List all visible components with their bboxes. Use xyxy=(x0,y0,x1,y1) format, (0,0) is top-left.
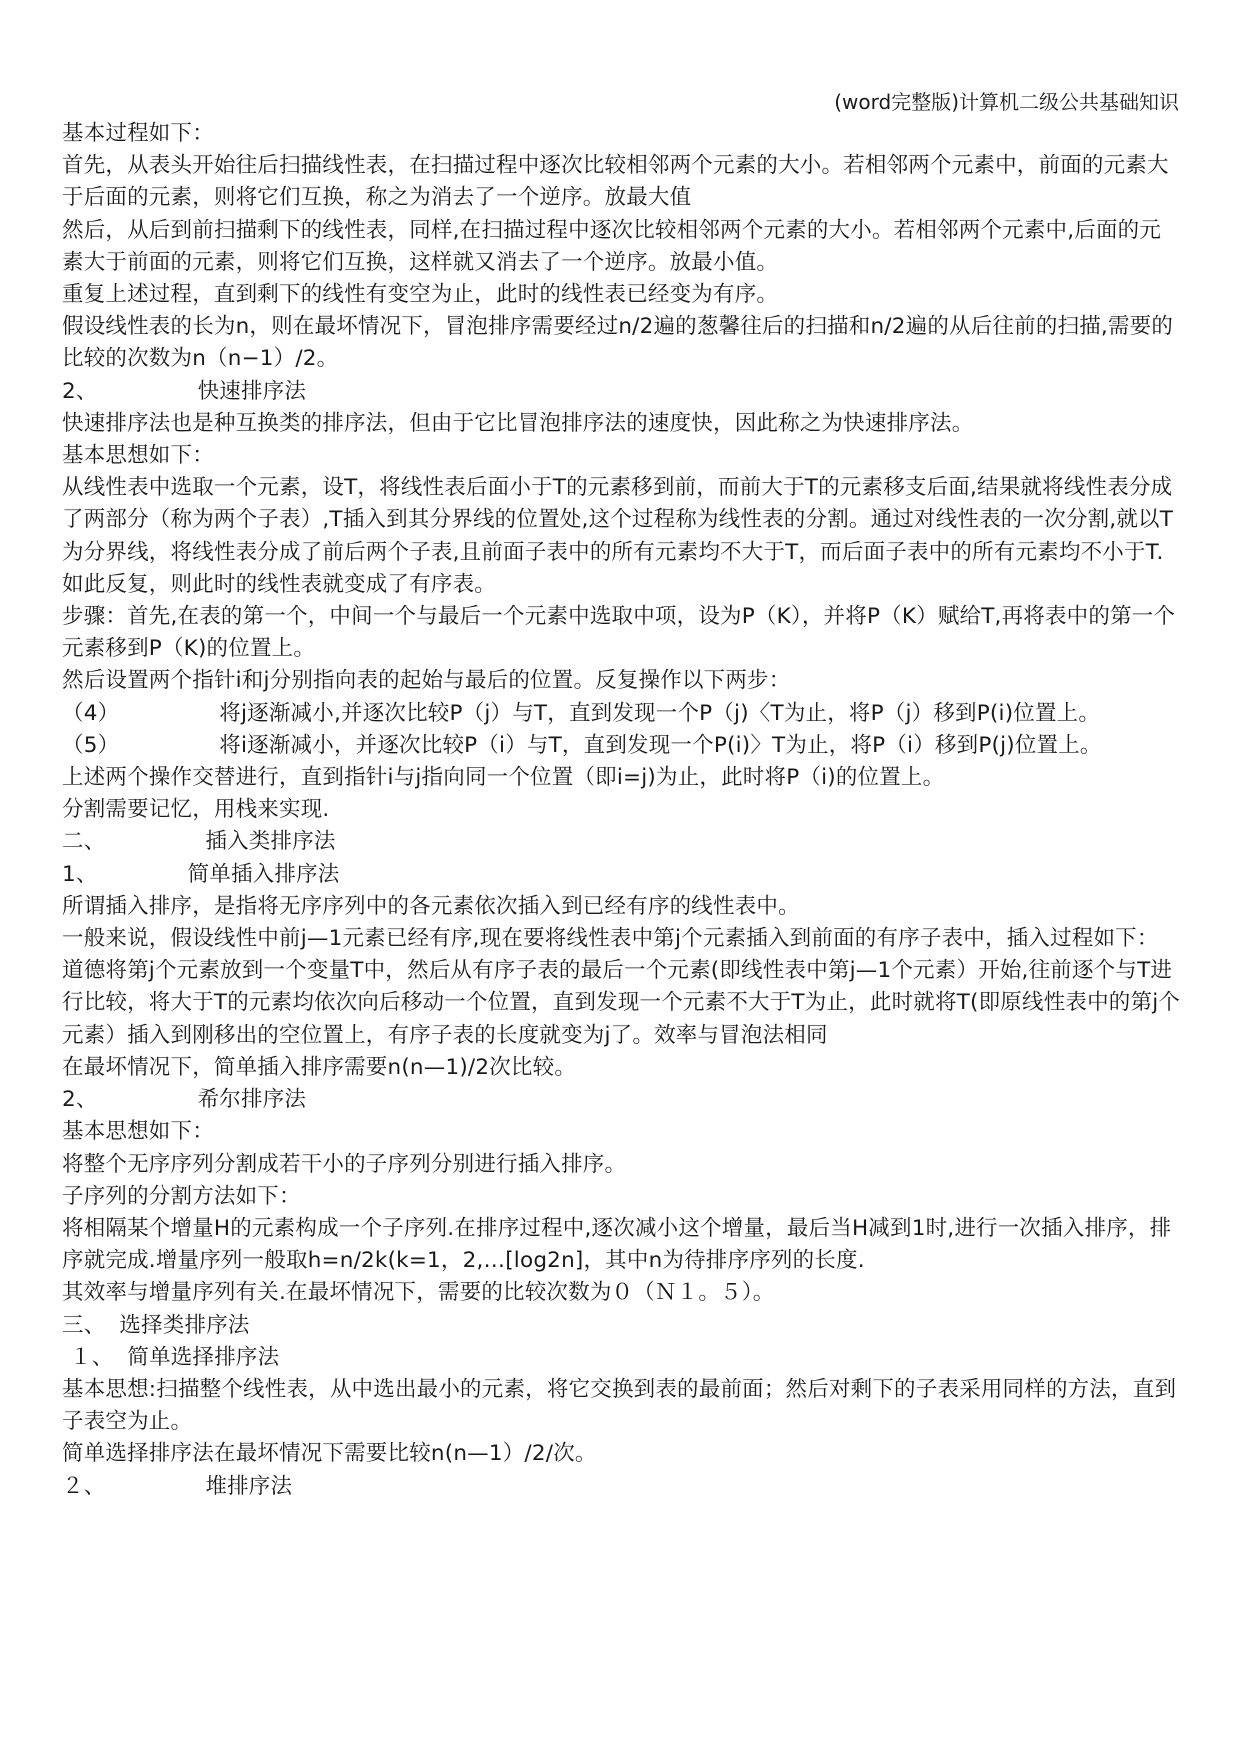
paragraph: 基本思想:扫描整个线性表，从中选出最小的元素，将它交换到表的最前面；然后对剩下的子表采用同样的方法，直到子表空为止。 xyxy=(62,1376,1177,1435)
section-heading xyxy=(62,1342,1182,1374)
paragraph: 基本思想如下： xyxy=(62,443,214,469)
section-heading xyxy=(62,376,1182,408)
paragraph: 基本过程如下： xyxy=(62,121,214,146)
step-number: （5） xyxy=(62,732,120,758)
paragraph: 重复上述过程，直到剩下的线性有变空为止，此时的线性表已经变为有序。 xyxy=(62,282,779,308)
paragraph: 假设线性表的长为n，则在最坏情况下，冒泡排序需要经过n/2遍的葱馨往后的扫描和n/2遍的从后往前的扫描,需要的比较的次数为n（n−1）/2。 xyxy=(62,314,1174,372)
heading-title: 堆排序法 xyxy=(205,1473,293,1499)
heading-title: 希尔排序法 xyxy=(197,1087,307,1113)
heading-title: 简单插入排序法 xyxy=(187,861,340,887)
section-heading xyxy=(62,826,1182,858)
paragraph: 在最坏情况下，简单插入排序需要n(n—1)/2次比较。 xyxy=(62,1054,577,1080)
step-text: 将j逐渐减小,并逐次比较P（j）与T，直到发现一个P（j)〈T为止，将P（j）移到P(i)位置上。 xyxy=(219,700,1101,726)
section-heading xyxy=(62,1310,1182,1342)
section-heading xyxy=(62,1084,1182,1116)
step-number: （4） xyxy=(62,700,120,726)
heading-number: 二、 xyxy=(62,829,106,855)
heading-number: 三、 xyxy=(62,1312,106,1338)
heading-number: ２、 xyxy=(62,1473,106,1499)
paragraph: 步骤：首先,在表的第一个，中间一个与最后一个元素中选取中项，设为P（K），并将P（K）赋给T,再将表中的第一个元素移到P（K)的位置上。 xyxy=(62,604,1176,662)
heading-number: 2、 xyxy=(62,378,98,404)
step-text: 将i逐渐减小，并逐次比较P（i）与T，直到发现一个P(i)〉T为止，将P（i）移到P(j)位置上。 xyxy=(219,732,1102,758)
paragraph: 其效率与增量序列有关.在最坏情况下，需要的比较次数为０（Ｎ１。５）。 xyxy=(62,1280,775,1306)
paragraph: 所谓插入排序，是指将无序序列中的各元素依次插入到已经有序的线性表中。 xyxy=(62,893,800,919)
heading-number: １、 xyxy=(70,1344,114,1370)
paragraph: 如此反复，则此时的线性表就变成了有序表。 xyxy=(62,571,497,597)
paragraph: 简单选择排序法在最坏情况下需要比较n(n—1）/2/次。 xyxy=(62,1441,597,1467)
paragraph: 上述两个操作交替进行，直到指针i与j指向同一个位置（即i=j)为止，此时将P（i)的位置上。 xyxy=(62,765,945,791)
paragraph: 一般来说，假设线性中前j—1元素已经有序,现在要将线性表中第j个元素插入到前面的有序子表中，插入过程如下： xyxy=(62,926,1159,952)
paragraph: 将相隔某个增量H的元素构成一个子序列.在排序过程中,逐次减小这个增量，最后当H减到1时,进行一次插入排序，排序就完成.增量序列一般取h=n/2k(k=1，2,…[log2n]，其中n为待排序序列的长度. xyxy=(62,1215,1172,1274)
numbered-step xyxy=(62,698,1182,730)
section-heading xyxy=(62,859,1182,891)
body-text xyxy=(62,118,1182,1503)
numbered-step xyxy=(62,730,1182,762)
heading-number: 1、 xyxy=(62,861,98,887)
heading-title: 插入类排序法 xyxy=(205,829,336,855)
paragraph: 然后，从后到前扫描剩下的线性表，同样,在扫描过程中逐次比较相邻两个元素的大小。若相邻两个元素中,后面的元素大于前面的元素，则将它们互换，这样就又消去了一个逆序。放最小值。 xyxy=(62,217,1162,275)
paragraph: 分割需要记忆，用栈来实现. xyxy=(62,797,330,823)
paragraph: 将整个无序序列分割成若干小的子序列分别进行插入排序。 xyxy=(62,1151,627,1177)
paragraph: 道德将第j个元素放到一个变量T中，然后从有序子表的最后一个元素(即线性表中第j—1个元素）开始,往前逐个与T进行比较，将大于T的元素均依次向后移动一个位置，直到发现一个元素不大于T为止，此时就将T(即原线性表中的第j个元素）插入到刚移出的空位置上，有序子表的长度就变为j了。效率与冒泡法相同 xyxy=(62,958,1181,1048)
heading-title: 简单选择排序法 xyxy=(127,1344,280,1370)
paragraph: 快速排序法也是种互换类的排序法，但由于它比冒泡排序法的速度快，因此称之为快速排序法。 xyxy=(62,410,974,436)
paragraph: 子序列的分割方法如下： xyxy=(62,1183,301,1209)
paragraph: 基本思想如下： xyxy=(62,1119,214,1145)
running-header: (word完整版)计算机二级公共基础知识 xyxy=(834,90,1179,114)
section-heading xyxy=(62,1471,1182,1503)
paragraph: 首先，从表头开始往后扫描线性表，在扫描过程中逐次比较相邻两个元素的大小。若相邻两个元素中，前面的元素大于后面的元素，则将它们互换，称之为消去了一个逆序。放最大值 xyxy=(62,153,1169,211)
heading-title: 选择类排序法 xyxy=(119,1312,250,1338)
paragraph: 从线性表中选取一个元素，设T，将线性表后面小于T的元素移到前，而前大于T的元素移支后面,结果就将线性表分成了两部分（称为两个子表）,T插入到其分界线的位置处,这个过程称为线性表的分割。通过对线性表的一次分割,就以T为分界线，将线性表分成了前后两个子表,且前面子表中的所有元素均不大于T，而后面子表中的所有元素均不小于T. xyxy=(62,475,1174,565)
paragraph: 然后设置两个指针i和j分别指向表的起始与最后的位置。反复操作以下两步： xyxy=(62,668,791,694)
heading-number: 2、 xyxy=(62,1087,98,1113)
heading-title: 快速排序法 xyxy=(197,378,307,404)
